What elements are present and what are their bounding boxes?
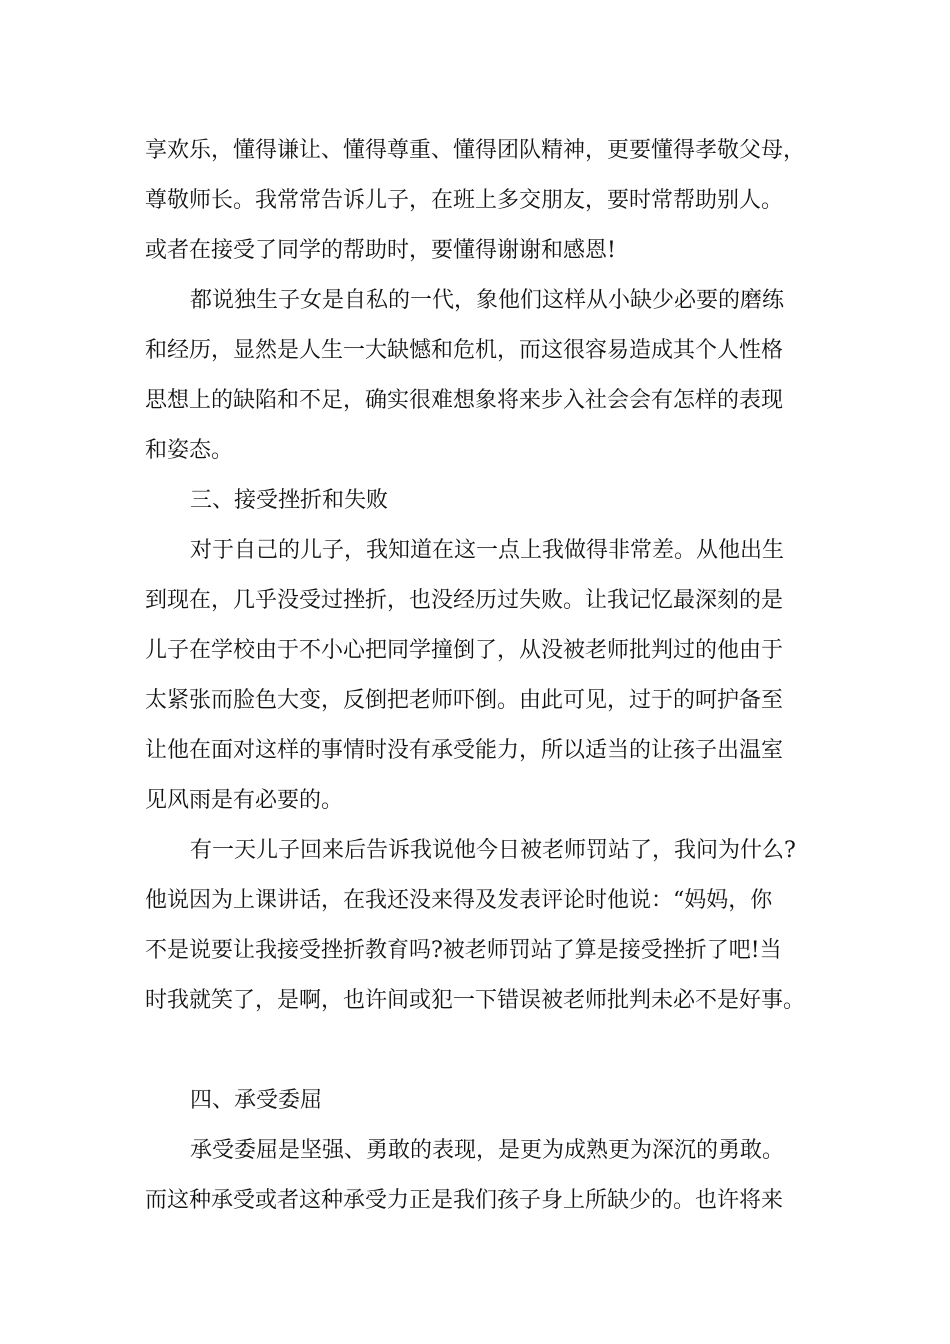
text-line: 不是说要让我接受挫折教育吗?被老师罚站了算是接受挫折了吧!当 bbox=[145, 938, 782, 963]
text-line: 和经历，显然是人生一大缺憾和危机，而这很容易造成其个人性格 bbox=[145, 338, 784, 363]
text-line: 而这种承受或者这种承受力正是我们孩子身上所缺少的。也许将来 bbox=[145, 1188, 784, 1213]
paragraph-first-line: 都说独生子女是自私的一代，象他们这样从小缺少必要的磨练 bbox=[190, 288, 785, 313]
text-line: 思想上的缺陷和不足，确实很难想象将来步入社会会有怎样的表现 bbox=[145, 388, 784, 413]
text-line: 时我就笑了，是啊，也许间或犯一下错误被老师批判未必不是好事。 bbox=[145, 988, 806, 1013]
text-line: 让他在面对这样的事情时没有承受能力，所以适当的让孩子出温室 bbox=[145, 738, 784, 763]
text-line: 儿子在学校由于不小心把同学撞倒了，从没被老师批判过的他由于 bbox=[145, 638, 784, 663]
text-line: 太紧张而脸色大变，反倒把老师吓倒。由此可见，过于的呵护备至 bbox=[145, 688, 784, 713]
text-line: 见风雨是有必要的。 bbox=[145, 788, 344, 813]
text-line: 或者在接受了同学的帮助时，要懂得谢谢和感恩! bbox=[145, 238, 616, 263]
paragraph-first-line: 承受委屈是坚强、勇敢的表现，是更为成熟更为深沉的勇敢。 bbox=[190, 1138, 785, 1163]
text-line: 和姿态。 bbox=[145, 438, 234, 463]
section-heading: 三、接受挫折和失败 bbox=[190, 488, 389, 513]
paragraph-first-line: 对于自己的儿子，我知道在这一点上我做得非常差。从他出生 bbox=[190, 538, 785, 563]
paragraph-first-line: 有一天儿子回来后告诉我说他今日被老师罚站了，我问为什么? bbox=[190, 838, 796, 863]
text-line: 他说因为上课讲话，在我还没来得及发表评论时他说：“妈妈，你 bbox=[145, 888, 773, 913]
text-line: 享欢乐，懂得谦让、懂得尊重、懂得团队精神，更要懂得孝敬父母， bbox=[145, 138, 806, 163]
section-heading: 四、承受委屈 bbox=[190, 1088, 323, 1113]
text-line: 尊敬师长。我常常告诉儿子，在班上多交朋友，要时常帮助别人。 bbox=[145, 188, 784, 213]
text-line: 到现在，几乎没受过挫折，也没经历过失败。让我记忆最深刻的是 bbox=[145, 588, 784, 613]
